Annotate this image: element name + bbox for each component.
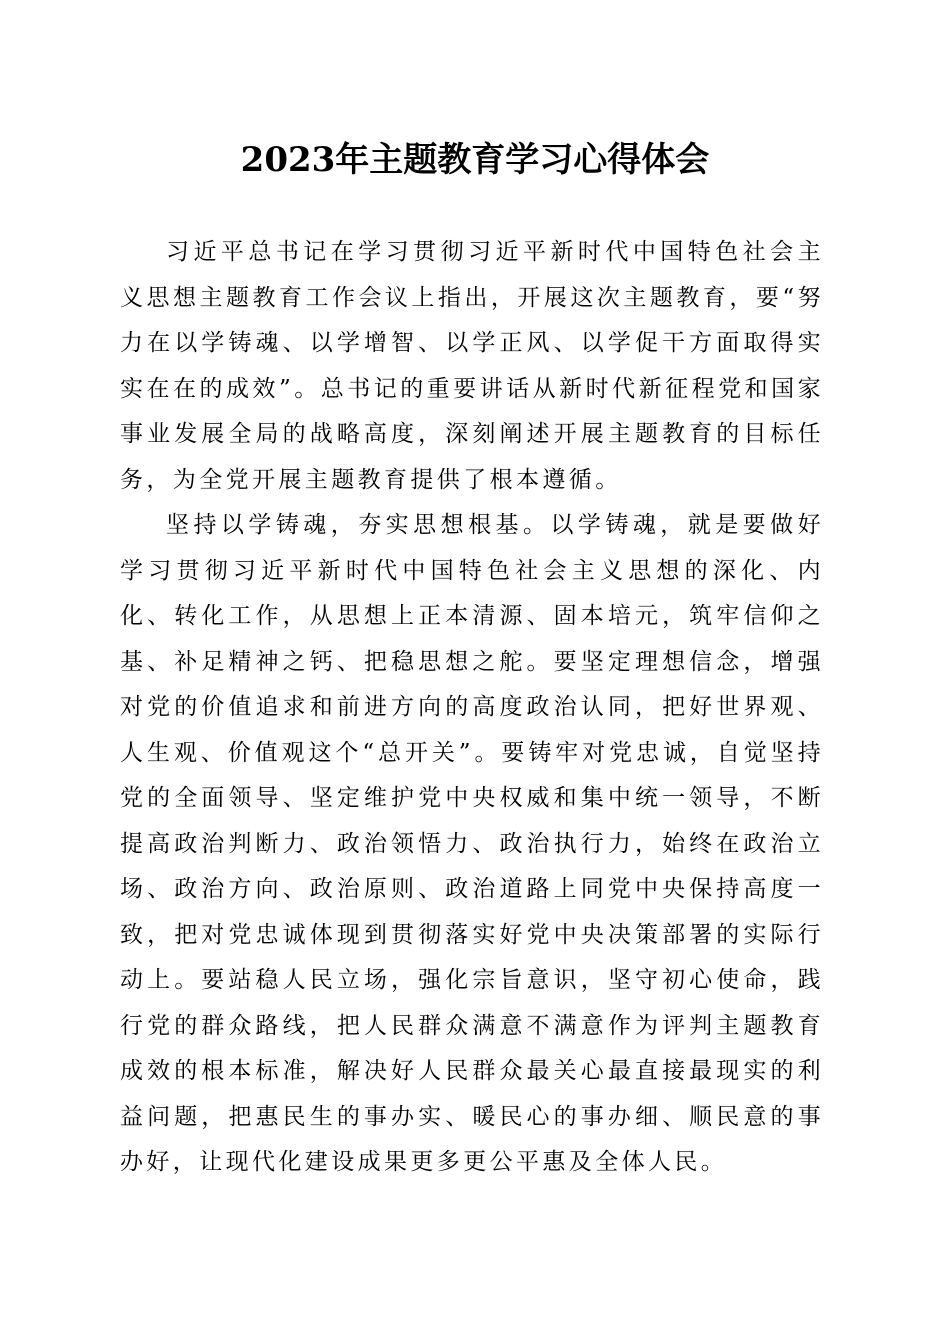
document-title: 2023年主题教育学习心得体会	[240, 140, 710, 180]
document-body	[120, 230, 824, 1186]
paragraph-study-soul: 坚持以学铸魂，夯实思想根基。以学铸魂，就是要做好学习贯彻习近平新时代中国特色社会主义思想的深化、内化、转化工作，从思想上正本清源、固本培元，筑牢信仰之基、补足精神之钙、把稳思想之舵。要坚定理想信念，增强对党的价值追求和前进方向的高度政治认同，把好世界观、人生观、价值观这个“总开关”。要铸牢对党忠诚，自觉坚持党的全面领导、坚定维护党中央权威和集中统一领导，不断提高政治判断力、政治领悟力、政治执行力，始终在政治立场、政治方向、政治原则、政治道路上同党中央保持高度一致，把对党忠诚体现到贯彻落实好党中央决策部署的实际行动上。要站稳人民立场，强化宗旨意识，坚守初心使命，践行党的群众路线，把人民群众满意不满意作为评判主题教育成效的根本标准，解决好人民群众最关心最直接最现实的利益问题，把惠民生的事办实、暖民心的事办细、顺民意的事办好，让现代化建设成果更多更公平惠及全体人民。	[120, 512, 824, 1175]
paragraph-intro: 习近平总书记在学习贯彻习近平新时代中国特色社会主义思想主题教育工作会议上指出，开展这次主题教育，要“努力在以学铸魂、以学增智、以学正风、以学促干方面取得实实在在的成效”。总书记的重要讲话从新时代新征程党和国家事业发展全局的战略高度，深刻阐述开展主题教育的目标任务，为全党开展主题教育提供了根本遵循。	[120, 239, 824, 493]
